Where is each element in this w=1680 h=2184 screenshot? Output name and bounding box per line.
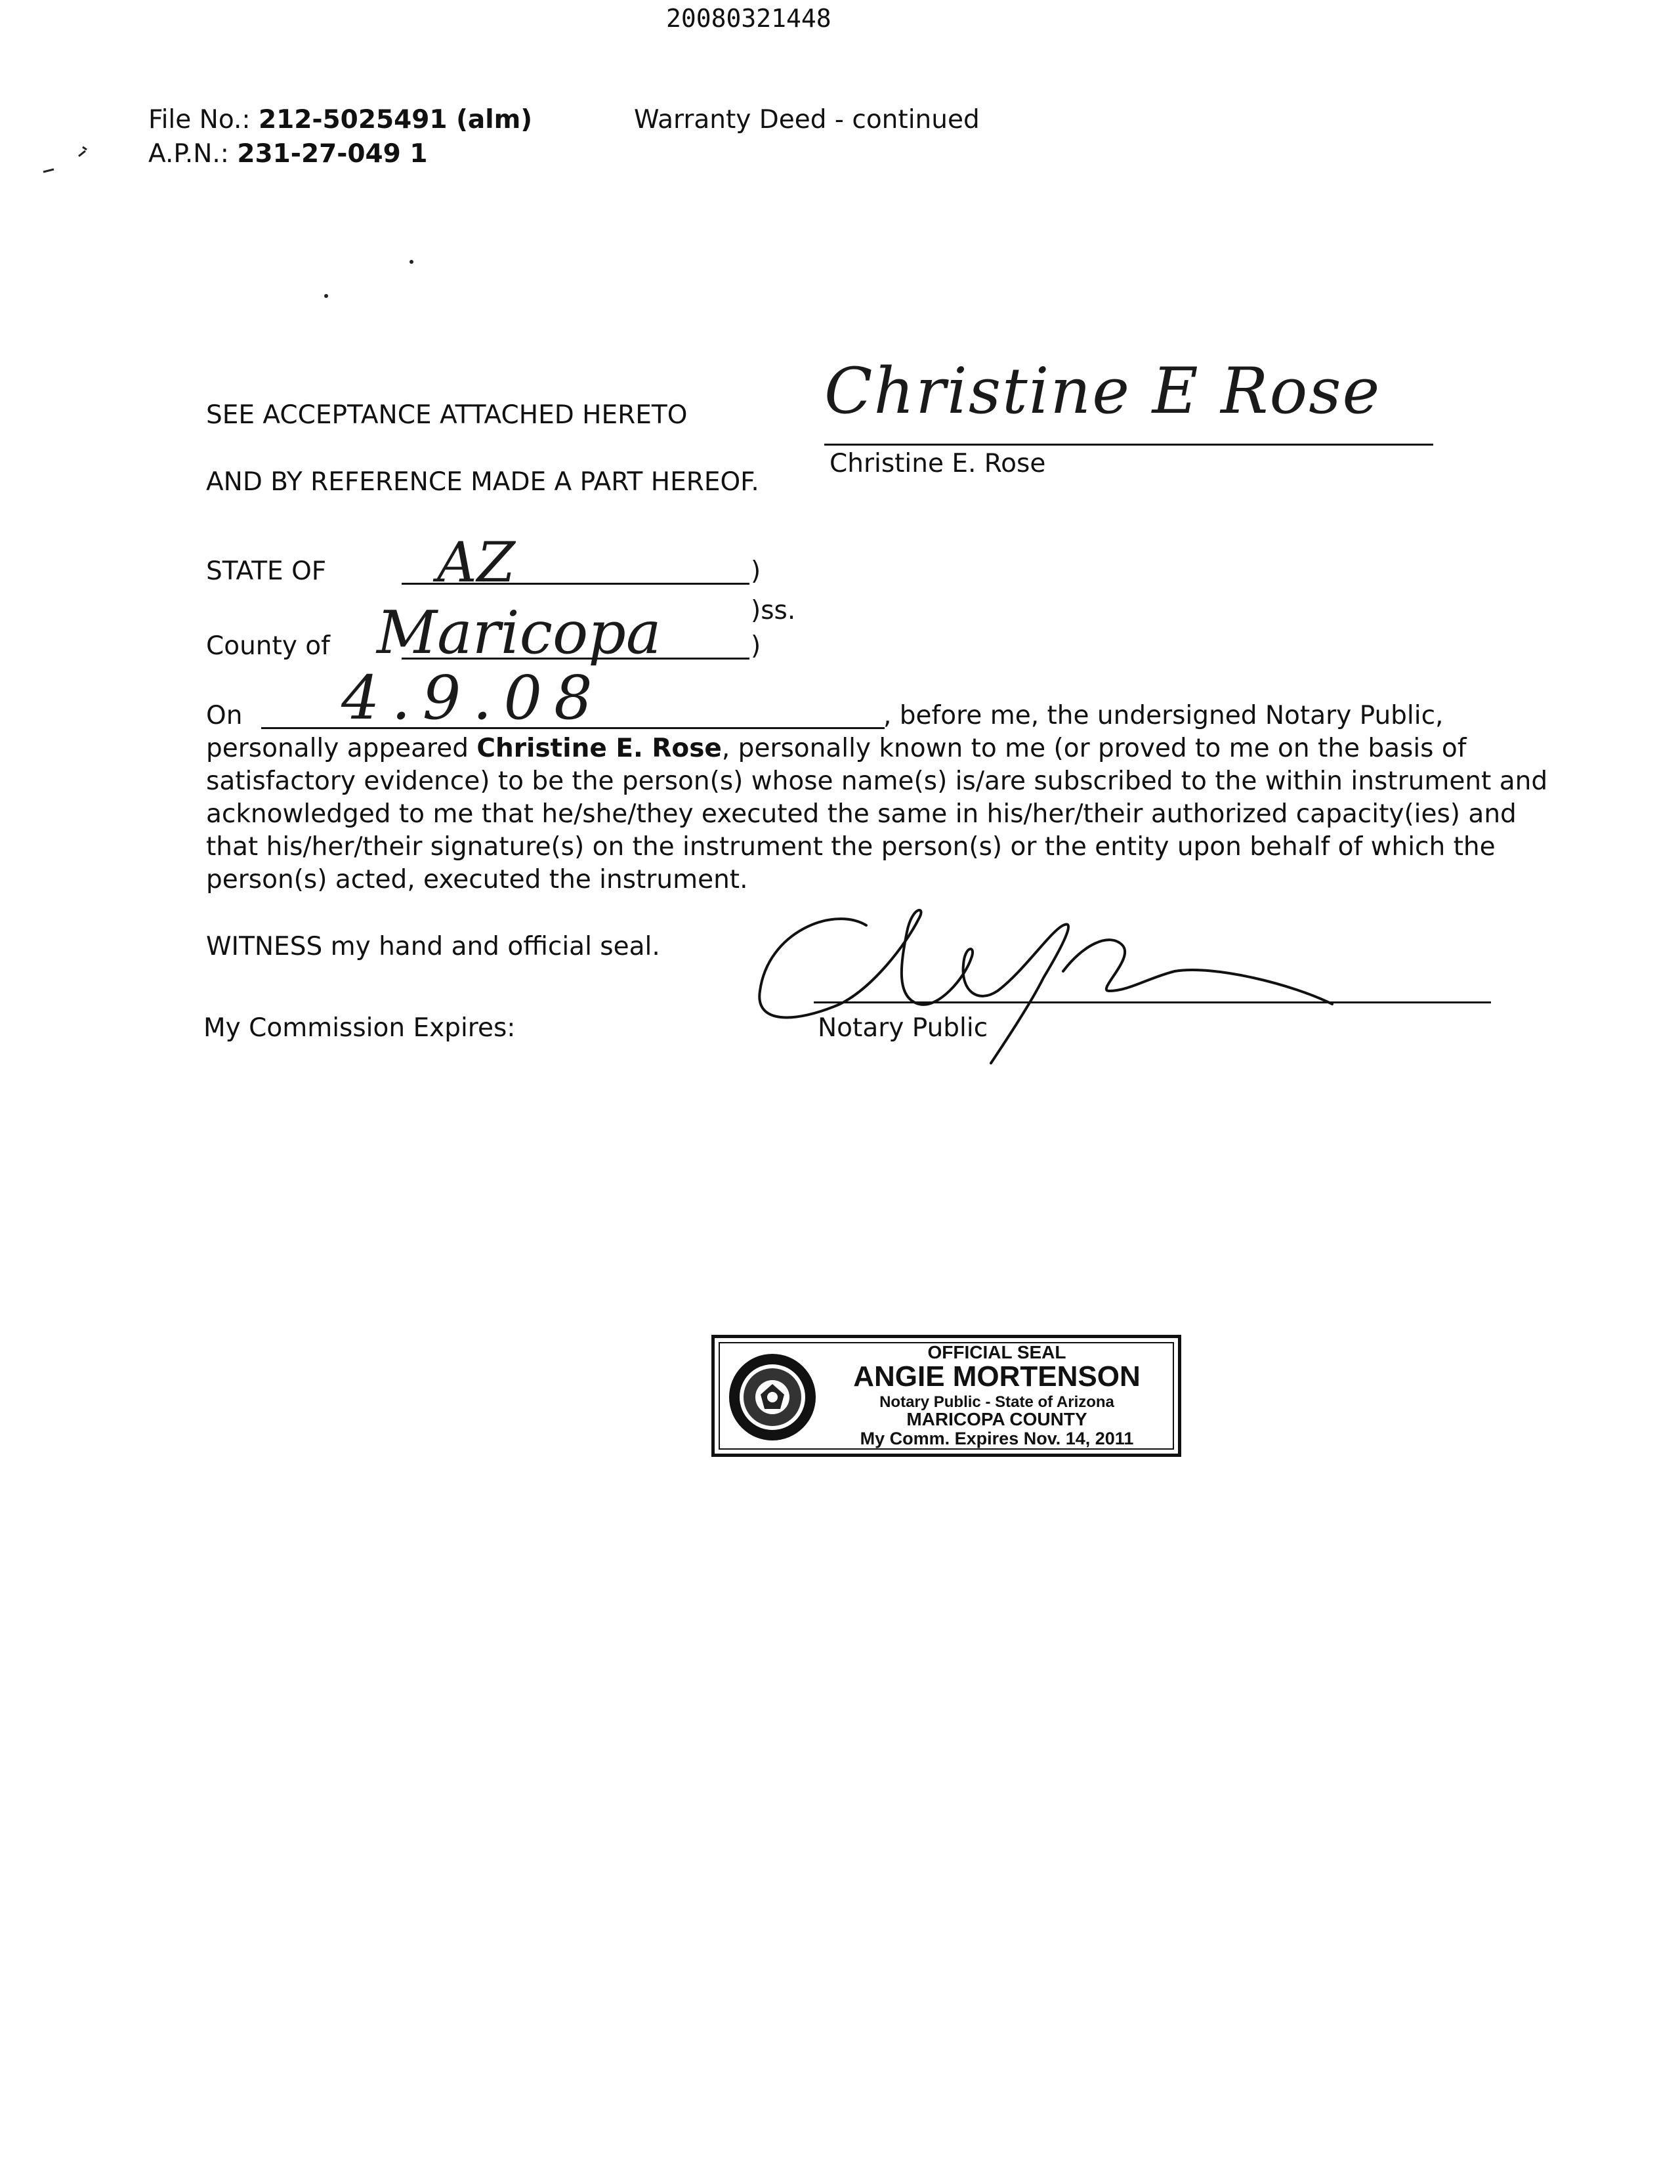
witness-line: WITNESS my hand and official seal. (206, 932, 660, 961)
seal-title: OFFICIAL SEAL (927, 1342, 1066, 1362)
ack-line-4: acknowledged to me that he/she/they executed the same in his/her/their authorized capacity(ies) and (206, 799, 1517, 829)
notary-signature (755, 906, 1345, 1076)
commission-expires-label: My Commission Expires: (203, 1013, 516, 1043)
recording-number: 20080321448 (666, 4, 831, 33)
document-title: Warranty Deed - continued (634, 105, 980, 135)
ack-line-5: that his/her/their signature(s) on the instrument the person(s) or the entity upon behalf of which the (206, 832, 1496, 862)
ack-date-line (261, 727, 885, 729)
seal-county-line: MARICOPA COUNTY (906, 1409, 1087, 1429)
grantor-signature-line (824, 444, 1433, 446)
state-label: STATE OF (206, 556, 327, 586)
county-value: Maricopa (377, 598, 662, 667)
grantor-printed-name: Christine E. Rose (830, 449, 1046, 478)
ack-date-value: 4.9.08 (341, 663, 604, 733)
on-label: On (206, 701, 243, 730)
file-number-line (148, 105, 532, 136)
file-number-label: File No.: (148, 105, 251, 135)
county-line (402, 658, 749, 660)
notary-signature-line (814, 1001, 1491, 1003)
ack-line-6: person(s) acted, executed the instrument. (206, 865, 748, 894)
apn-line (148, 139, 428, 170)
scan-dot (410, 260, 413, 264)
county-ss: )ss. (751, 596, 796, 625)
seal-expiry-line: My Comm. Expires Nov. 14, 2011 (860, 1429, 1134, 1448)
county-paren: ) (751, 631, 761, 661)
official-seal-stamp (711, 1335, 1181, 1457)
seal-notary-name: ANGIE MORTENSON (853, 1360, 1141, 1393)
ack-line-2-post: , personally known to me (or proved to me on the basis of (721, 734, 1467, 763)
grantor-signature: Christine E Rose (824, 354, 1381, 428)
scan-marks (39, 138, 92, 177)
scan-dot (324, 294, 328, 298)
apn-label: A.P.N.: (148, 139, 229, 169)
seal-state-line: Notary Public - State of Arizona (879, 1393, 1114, 1411)
state-value: AZ (437, 530, 516, 595)
state-paren: ) (751, 556, 761, 586)
ack-line-3: satisfactory evidence) to be the person(s) whose name(s) is/are subscribed to the within instrument and (206, 766, 1548, 796)
ack-signer-name: Christine E. Rose (476, 734, 722, 763)
acceptance-line-2: AND BY REFERENCE MADE A PART HEREOF. (206, 467, 759, 497)
file-number-value: 212-5025491 (alm) (258, 105, 533, 135)
ack-line-2 (206, 734, 1466, 765)
apn-value: 231-27-049 1 (237, 139, 428, 169)
ack-line-1: , before me, the undersigned Notary Public, (883, 701, 1444, 730)
county-label: County of (206, 631, 330, 661)
ack-line-2-pre: personally appeared (206, 734, 477, 763)
notary-public-label: Notary Public (818, 1013, 988, 1043)
acceptance-line-1: SEE ACCEPTANCE ATTACHED HERETO (206, 400, 688, 430)
arizona-state-seal-icon (726, 1351, 818, 1443)
state-line (402, 583, 749, 585)
